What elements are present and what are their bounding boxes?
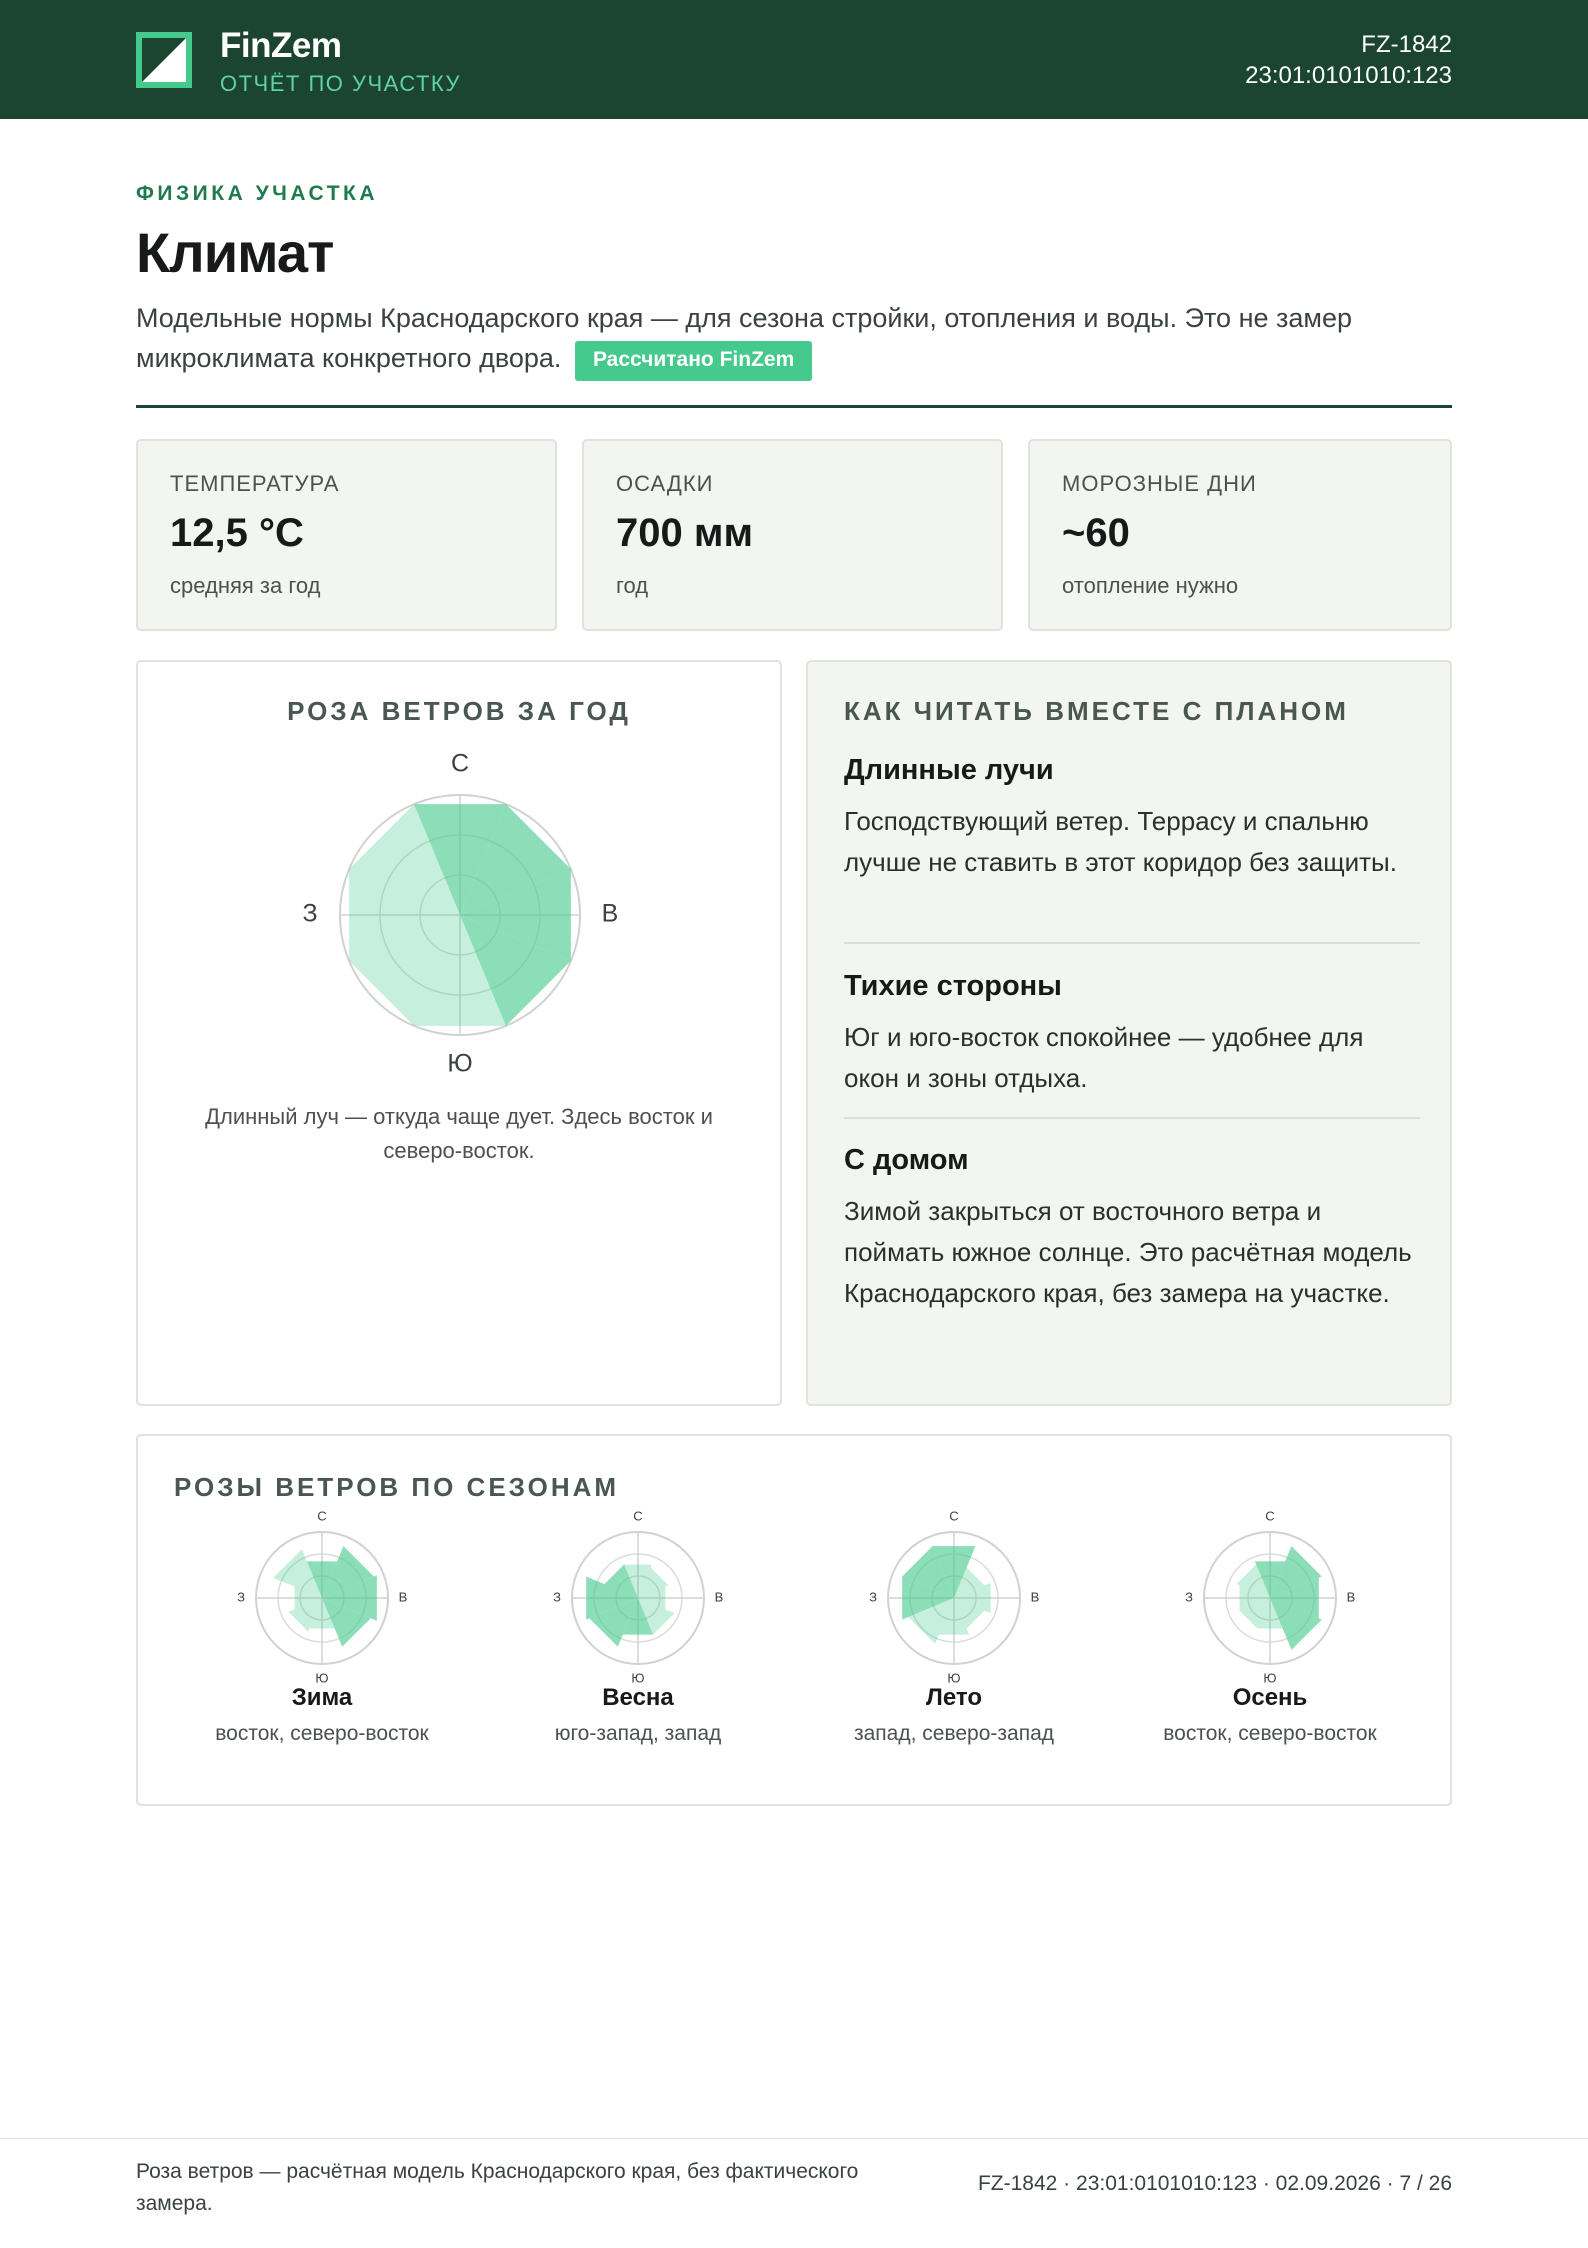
rose-label-north: С (450, 749, 470, 778)
season-winds: восток, северо-восток (215, 1722, 429, 1745)
footer-divider (0, 2138, 1588, 2139)
rose-label-west: З (553, 1589, 561, 1605)
stat-label: ТЕМПЕРАТУРА (170, 471, 340, 496)
rose-label-south: Ю (1263, 1670, 1277, 1686)
read-block-title: Тихие стороны (844, 970, 1062, 1002)
lead-text: Модельные нормы Краснодарского края — для сезона стройки, отопления и воды. Это не замер микроклимата конкретного двора. (136, 303, 1352, 373)
report-id: FZ-1842 (1361, 31, 1452, 58)
season-rose-chart (553, 1508, 724, 1686)
stat-card-temperature (136, 439, 557, 631)
season-spring (480, 1508, 796, 1746)
rose-label-west: З (237, 1589, 245, 1605)
read-block-with-house (844, 1144, 1420, 1314)
brand-subtitle: ОТЧЁТ ПО УЧАСТКУ (220, 71, 461, 96)
read-block-quiet-sides (844, 970, 1420, 1099)
season-rose-chart (1185, 1508, 1356, 1686)
rose-label-north: С (317, 1508, 327, 1524)
finzem-logo-icon (136, 32, 192, 88)
stat-sub: средняя за год (170, 573, 321, 598)
season-name: Весна (602, 1684, 674, 1711)
season-winds: восток, северо-восток (1163, 1722, 1377, 1745)
stat-sub: отопление нужно (1062, 573, 1239, 598)
season-name: Зима (291, 1684, 353, 1711)
read-block-title: С домом (844, 1144, 969, 1176)
rose-label-east: В (1030, 1589, 1040, 1605)
rose-label-east: В (1346, 1589, 1356, 1605)
rose-label-west: З (302, 899, 318, 928)
cadastral-number: 23:01:0101010:123 (1245, 62, 1452, 89)
stat-value: 700 мм (616, 511, 754, 555)
read-block-text: Господствующий ветер. Террасу и спальню лучше не ставить в этот коридор без защиты. (844, 806, 1397, 877)
rose-label-north: С (1265, 1508, 1275, 1524)
season-winds: юго-запад, запад (554, 1722, 722, 1745)
stat-label: МОРОЗНЫЕ ДНИ (1062, 471, 1257, 496)
rose-label-east: В (714, 1589, 724, 1605)
rose-label-south: Ю (947, 1670, 961, 1686)
rose-label-north: С (633, 1508, 643, 1524)
rose-label-south: Ю (315, 1670, 329, 1686)
section-divider (136, 405, 1452, 408)
season-name: Осень (1232, 1684, 1308, 1711)
stat-card-frost-days (1028, 439, 1452, 631)
rose-label-west: З (869, 1589, 877, 1605)
read-block-text: Зимой закрыться от восточного ветра и поймать южное солнце. Это расчётная модель Краснодарского края, без замера на участке. (844, 1196, 1412, 1308)
brand-name: FinZem (220, 26, 342, 65)
how-to-read-title: КАК ЧИТАТЬ ВМЕСТЕ С ПЛАНОМ (844, 696, 1349, 726)
divider (844, 942, 1420, 944)
read-block-text: Юг и юго-восток спокойнее — удобнее для окон и зоны отдыха. (844, 1022, 1364, 1093)
report-header (0, 0, 1588, 119)
annual-wind-rose-chart (302, 749, 619, 1080)
season-winds: запад, северо-запад (853, 1722, 1055, 1745)
stat-label: ОСАДКИ (616, 471, 714, 496)
read-block-long-rays (844, 754, 1420, 883)
annual-wind-rose-card (136, 660, 782, 1406)
rose-label-east: В (601, 899, 619, 928)
read-block-title: Длинные лучи (844, 754, 1054, 786)
footer-meta: FZ-1842 · 23:01:0101010:123 · 02.09.2026 · 7 / 26 (977, 2172, 1452, 2195)
rose-label-east: В (398, 1589, 408, 1605)
seasonal-roses-title: РОЗЫ ВЕТРОВ ПО СЕЗОНАМ (174, 1472, 620, 1502)
rose-label-west: З (1185, 1589, 1193, 1605)
season-name: Лето (926, 1684, 982, 1711)
season-summer (796, 1508, 1112, 1746)
stat-sub: год (616, 573, 649, 598)
stat-value: ~60 (1062, 511, 1130, 555)
rose-label-north: С (949, 1508, 959, 1524)
season-rose-chart (869, 1508, 1040, 1686)
season-winter (164, 1508, 480, 1746)
page-title: Климат (136, 221, 334, 284)
rose-label-south: Ю (631, 1670, 645, 1686)
how-to-read-card (806, 660, 1452, 1406)
divider (844, 1117, 1420, 1119)
annual-rose-caption: Длинный луч — откуда чаще дует. Здесь восток и северо-восток. (205, 1104, 713, 1163)
seasonal-wind-roses-card (136, 1434, 1452, 1806)
season-rose-chart (237, 1508, 408, 1686)
footer-note: Роза ветров — расчётная модель Краснодарского края, без фактического замера. (136, 2160, 859, 2215)
season-autumn (1112, 1508, 1428, 1746)
page-lead (136, 298, 1386, 381)
stat-value: 12,5 °C (170, 511, 304, 555)
annual-rose-title: РОЗА ВЕТРОВ ЗА ГОД (287, 696, 631, 726)
stat-card-precipitation (582, 439, 1003, 631)
rose-label-south: Ю (447, 1049, 473, 1078)
section-eyebrow: ФИЗИКА УЧАСТКА (136, 182, 378, 205)
calculated-badge: Рассчитано FinZem (575, 341, 812, 381)
